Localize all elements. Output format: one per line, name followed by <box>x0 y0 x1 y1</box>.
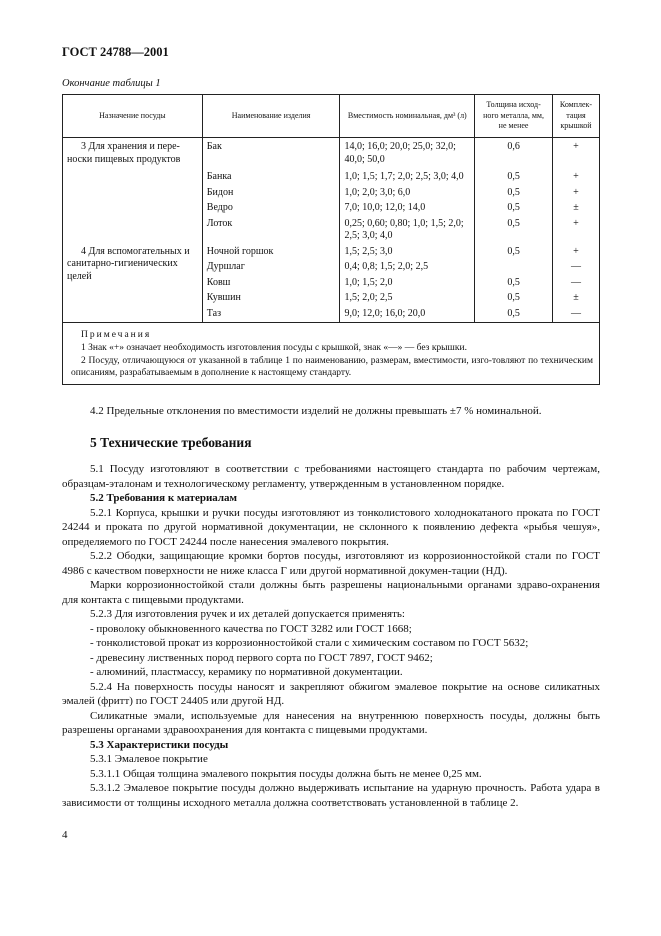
thickness-value: 0,5 <box>475 215 553 243</box>
paragraph-5-3-1: 5.3.1 Эмалевое покрытие <box>90 753 208 765</box>
thickness-value: 0,5 <box>475 243 553 259</box>
lid-mark: ± <box>553 289 600 305</box>
list-item: - алюминий, пластмассу, керамику по нормативной документации. <box>90 666 403 678</box>
thickness-value: 0,5 <box>475 166 553 184</box>
lid-mark: ± <box>553 199 600 215</box>
product-name: Кувшин <box>202 289 340 305</box>
table-row <box>63 243 600 259</box>
paragraph-5-1: 5.1 Посуду изготовляют в соответствии с требованиями настоящего стандарта по рабочим чертежам, образцам-эталонам и технологическому регламенту, утвержденным в установленном порядке. <box>62 463 600 490</box>
page-number: 4 <box>62 829 68 841</box>
col-header-capacity: Вместимость номинальная, дм³ (л) <box>340 95 475 138</box>
paragraph-4-2 <box>62 404 600 419</box>
table-notes <box>63 323 600 385</box>
product-name: Лоток <box>202 215 340 243</box>
products-table <box>62 94 600 385</box>
capacity-values: 7,0; 10,0; 12,0; 14,0 <box>340 199 475 215</box>
lid-mark: — <box>553 274 600 290</box>
thickness-value <box>475 258 553 274</box>
list-item: - тонколистовой прокат из коррозионностойкой стали с химическим составом по ГОСТ 5632; <box>90 637 529 649</box>
purpose-cell: 3 Для хранения и пере-носки пищевых продуктов <box>63 138 203 243</box>
subheading-5-3: 5.3 Характеристики посуды <box>90 738 229 751</box>
table-notes-row <box>63 323 600 385</box>
notes-title: Примечания <box>81 330 152 340</box>
paragraph-5-2-1: 5.2.1 Корпуса, крышки и ручки посуды изготовляют из тонколистового холоднокатаного проката по ГОСТ 24244 и проката по другой нормативной документации, не склонного к появлению дефекта «рыбья чешуя», определяемого по ГОСТ 24244 после нанесения эмалевого покрытия. <box>62 506 600 548</box>
lid-mark: — <box>553 305 600 323</box>
document-header: ГОСТ 24788—2001 <box>62 45 169 59</box>
capacity-values: 9,0; 12,0; 16,0; 20,0 <box>340 305 475 323</box>
capacity-values: 0,4; 0,8; 1,5; 2,0; 2,5 <box>340 258 475 274</box>
product-name: Бидон <box>202 184 340 200</box>
capacity-values: 1,0; 1,5; 1,7; 2,0; 2,5; 3,0; 4,0 <box>340 166 475 184</box>
lid-mark: + <box>553 184 600 200</box>
paragraph-5-2-2: 5.2.2 Ободки, защищающие кромки бортов посуды, изготовляют из коррозионностойкой стали по ГОСТ 4986 с качеством поверхности не ниже класса Г или другой нормативной докумен-тации (НД). <box>62 550 600 577</box>
table-caption: Окончание таблицы 1 <box>62 78 161 89</box>
col-header-product: Наименование изделия <box>202 95 340 138</box>
paragraph-5-2-2b: Марки коррозионностойкой стали должны быть разрешены национальными органами здраво-охранения для контакта с пищевыми продуктами. <box>62 579 600 606</box>
product-name: Ведро <box>202 199 340 215</box>
thickness-value: 0,5 <box>475 199 553 215</box>
thickness-value: 0,6 <box>475 138 553 167</box>
capacity-values: 0,25; 0,60; 0,80; 1,0; 1,5; 2,0; 2,5; 3,0; 4,0 <box>340 215 475 243</box>
lid-mark: + <box>553 138 600 167</box>
lid-mark: + <box>553 166 600 184</box>
col-header-lid: Комплек-тация крышкой <box>553 95 600 138</box>
paragraph-5-2-3: 5.2.3 Для изготовления ручек и их деталей допускается применять: <box>90 608 405 620</box>
product-name: Таз <box>202 305 340 323</box>
thickness-value: 0,5 <box>475 305 553 323</box>
note-1: 1 Знак «+» означает необходимость изготовления посуды с крышкой, знак «—» — без крышки. <box>81 342 467 353</box>
thickness-value: 0,5 <box>475 274 553 290</box>
capacity-values: 1,5; 2,5; 3,0 <box>340 243 475 259</box>
table-header-row <box>63 95 600 138</box>
product-name: Ковш <box>202 274 340 290</box>
paragraph-5-3-1-1: 5.3.1.1 Общая толщина эмалевого покрытия посуды должна быть не менее 0,25 мм. <box>90 767 482 780</box>
section-heading: 5 Технические требования <box>90 435 252 450</box>
note-2: 2 Посуду, отличающуюся от указанной в таблице 1 по наименованию, размерам, вместимости, изго-товляют по техническим описаниям, разрабатываемым в дополнение к настоящему стандарту. <box>71 355 593 379</box>
paragraph-5-3-1-2: 5.3.1.2 Эмалевое покрытие посуды должно выдерживать испытание на ударную прочность. Работа удара в зависимости от толщины исходного металла должна соответствовать установленной в таблице 2. <box>62 782 600 809</box>
thickness-value: 0,5 <box>475 184 553 200</box>
list-item: - проволоку обыкновенного качества по ГОСТ 3282 или ГОСТ 1668; <box>90 622 412 635</box>
paragraph-text: 4.2 Предельные отклонения по вместимости изделий не должны превышать ±7 % номинальной. <box>90 405 542 417</box>
capacity-values: 1,5; 2,0; 2,5 <box>340 289 475 305</box>
col-header-thickness: Толщина исход-ного металла, мм, не менее <box>475 95 553 138</box>
thickness-value: 0,5 <box>475 289 553 305</box>
product-name: Бак <box>202 138 340 167</box>
col-header-purpose: Назначение посуды <box>63 95 203 138</box>
product-name: Банка <box>202 166 340 184</box>
purpose-cell: 4 Для вспомогательных и санитарно-гигиенических целей <box>63 243 203 323</box>
product-name: Дуршлаг <box>202 258 340 274</box>
product-name: Ночной горшок <box>202 243 340 259</box>
section-5-body <box>62 462 600 810</box>
paragraph-5-2-4b: Силикатные эмали, используемые для нанесения на внутреннюю поверхность посуды, должны быть разрешены органами здравоохранения для контакта с пищевыми продуктами. <box>62 709 600 736</box>
paragraph-5-2-4: 5.2.4 На поверхность посуды наносят и закрепляют обжигом эмалевое покрытие на основе силикатных эмалей (фритт) по ГОСТ 24405 или другой НД. <box>62 680 600 707</box>
capacity-values: 14,0; 16,0; 20,0; 25,0; 32,0; 40,0; 50,0 <box>340 138 475 167</box>
capacity-values: 1,0; 1,5; 2,0 <box>340 274 475 290</box>
lid-mark: + <box>553 243 600 259</box>
lid-mark: — <box>553 258 600 274</box>
subheading-5-2: 5.2 Требования к материалам <box>90 492 238 504</box>
lid-mark: + <box>553 215 600 243</box>
list-item: - древесину лиственных пород первого сорта по ГОСТ 7897, ГОСТ 9462; <box>90 651 433 664</box>
capacity-values: 1,0; 2,0; 3,0; 6,0 <box>340 184 475 200</box>
table-row <box>63 138 600 167</box>
